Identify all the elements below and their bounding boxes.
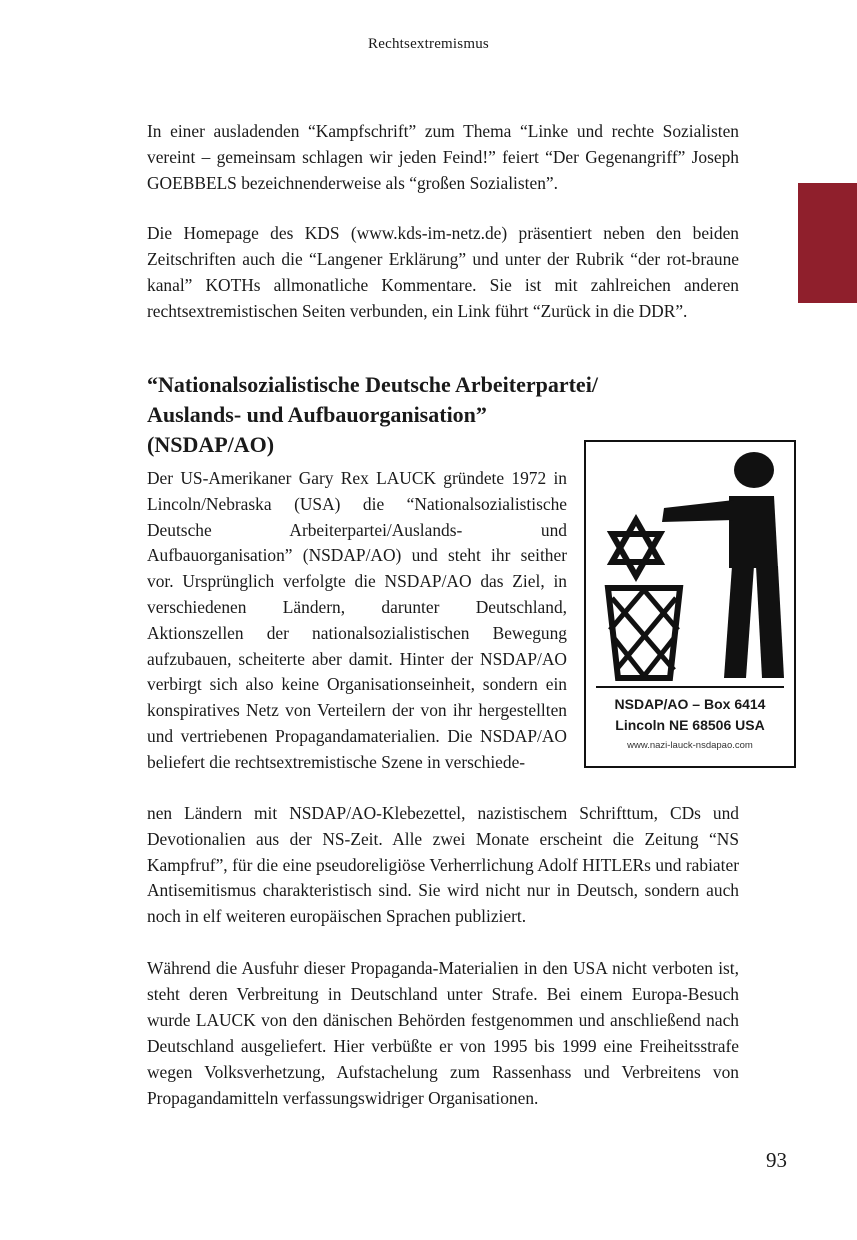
waste-basket-icon xyxy=(608,588,680,678)
falling-star-icon xyxy=(612,520,660,576)
figure-torso xyxy=(729,496,778,568)
section-heading-line-1: “Nationalsozialistische Deutsche Arbeiterpartei/ xyxy=(147,372,598,397)
paragraph-nsdap-ao-continued: nen Ländern mit NSDAP/AO-Klebezettel, nazistischem Schrifttum, CDs und Devotionalien aus der NS-Zeit. Alle zwei Monate erscheint die Zeitung “NS Kampfruf”, für die eine pseudoreligiöse Verherrlichung Adolf HITLERs und rabiater Antisemitismus charakteristisch sind. Sie wird nicht nur in Deutsch, sondern auch noch in elf weiteren europäischen Sprachen publiziert. xyxy=(147,803,739,927)
sticker-divider xyxy=(596,686,784,688)
paragraph-nsdap-ao-wrapped: Der US-Amerikaner Gary Rex LAUCK gründete 1972 in Lincoln/Nebraska (USA) die “Nationalsozialistische Deutsche Arbeiterpartei/Auslands- und Aufbauorganisation” (NSDAP/AO) und steht ihr seither vor. Ursprünglich verfolgte die NSDAP/AO das Ziel, in verschiedenen Ländern, darunter Deutschland, Aktionszellen der nationalsozialistischen Bewegung aufzubauen, scheiterte aber damit. Hinter der NSDAP/AO verbirgt sich also keine Organisationseinheit, sondern ein konspiratives Netz von Verteilern der von ihr hergestellten und vertriebenen Propagandamaterialien. Die NSDAP/AO beliefert die rechtsextremistische Szene in verschiede- xyxy=(147,468,567,772)
propaganda-sticker-figure xyxy=(584,440,796,768)
sticker-address-line-1: NSDAP/AO – Box 6414 xyxy=(614,696,766,712)
figure-head xyxy=(734,452,774,488)
figure-arm xyxy=(662,500,734,522)
sticker-address-line-2: Lincoln NE 68506 USA xyxy=(615,717,765,733)
section-heading-line-2: Auslands- und Aufbauorganisation” xyxy=(147,402,487,427)
paragraph-kampfschrift: In einer ausladenden “Kampfschrift” zum Thema “Linke und rechte Sozialisten vereint – gemeinsam schlagen wir jeden Feind!” feiert “Der Gegenangriff” Joseph GOEBBELS bezeichnenderweise als “großen Sozialisten”. xyxy=(147,121,739,193)
figure-left-leg xyxy=(724,566,754,678)
sticker-illustration xyxy=(594,448,788,684)
section-heading-line-3: (NSDAP/AO) xyxy=(147,432,275,457)
paragraph-lauck-arrest: Während die Ausfuhr dieser Propaganda-Materialien in den USA nicht verboten ist, steht deren Verbreitung in Deutschland unter Strafe. Bei einem Europa-Besuch wurde LAUCK von den dänischen Behörden festgenommen und anschließend nach Deutschland ausgeliefert. Hier verbüßte er von 1995 bis 1999 eine Freiheitsstrafe wegen Volksverhetzung, Aufstachelung zum Rassenhass und Verbreitens von Propagandamitteln verfassungswidriger Organisationen. xyxy=(147,958,739,1108)
figure-right-leg xyxy=(756,566,784,678)
chapter-thumb-tab xyxy=(798,183,857,303)
running-header: Rechtsextremismus xyxy=(368,36,489,52)
sticker-website: www.nazi-lauck-nsdapao.com xyxy=(627,740,753,751)
paragraph-kds-homepage: Die Homepage des KDS (www.kds-im-netz.de) präsentiert neben den beiden Zeitschriften auch die “Langener Erklärung” und unter der Rubrik “der rot-braune kanal” KOTHs allmonatliche Kommentare. Sie ist mit zahlreichen anderen rechtsextremistischen Seiten verbunden, ein Link führt “Zurück in die DDR”. xyxy=(147,223,739,321)
page-number: 93 xyxy=(766,1148,787,1172)
